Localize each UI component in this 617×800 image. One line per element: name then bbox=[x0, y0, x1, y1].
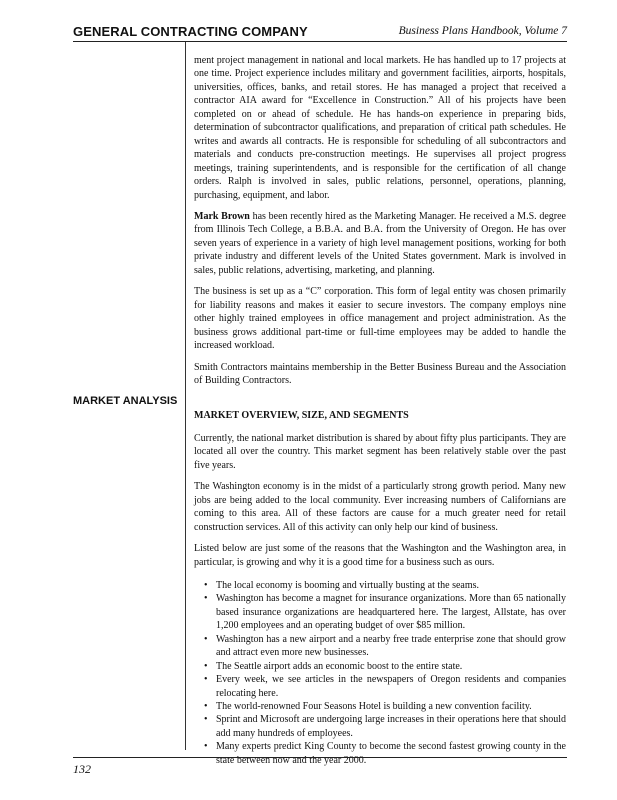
bullet-icon: • bbox=[204, 633, 208, 645]
column-divider bbox=[185, 42, 186, 750]
bullet-icon: • bbox=[204, 714, 208, 726]
paragraph-ralph-experience: ment project management in national and local markets. He has handled up to 17 projects at one time. Project experience includes military and government facilities, airports, hospitals, universities, offices, banks, and retail stores. He has managed a project that received a contractor AIA award for “Excellence in Construction.” All of his projects have been completed on or ahead of schedule. He has hands-on experience in preparing bids, determination of subcontractor qualifications, and preparation of critical path schedules. He writes and awards all contracts. He is responsible for scheduling of all subcontractors and materials and conducts pre-construction meetings. He supervises all project progress meetings, training superintendents, and is responsible for the certification of all change orders. Ralph is involved in sales, public relations, personnel, operations, planning, purchasing, equipment, and labor. bbox=[194, 55, 566, 201]
bullet-icon: • bbox=[204, 579, 208, 591]
paragraph-mark-brown bbox=[194, 210, 566, 277]
paragraph-corporation: The business is set up as a “C” corporation. This form of legal entity was chosen primarily for liability reasons and makes it easier to secure investors. The company employs nine other highly trained employees in office management and project administration. As the business grows additional part-time or full-time employees may be added to handle the increased workload. bbox=[194, 286, 566, 352]
bullet-icon: • bbox=[204, 701, 208, 713]
book-title: Business Plans Handbook, Volume 7 bbox=[398, 25, 567, 37]
bullet-icon: • bbox=[204, 741, 208, 753]
list-item: • The local economy is booming and virtually busting at the seams. bbox=[204, 579, 480, 591]
list-item: • The world-renowned Four Seasons Hotel is building a new convention facility. bbox=[204, 701, 532, 713]
page-number: 132 bbox=[73, 762, 91, 776]
paragraph-membership: Smith Contractors maintains membership in the Better Business Bureau and the Association of Building Contractors. bbox=[194, 361, 566, 386]
paragraph-washington-economy: The Washington economy is in the midst of a particularly strong growth period. Many new jobs are being added to the local community. Ever increasing numbers of Californians are coming to this area. All of these factors are cause for a much greater need for retail construction services. All of this activity can only help our kind of business. bbox=[194, 481, 566, 533]
list-item: • Washington has a new airport and a nearby free trade enterprise zone that should grow and attract even more new businesses. bbox=[204, 633, 566, 659]
bullet-icon: • bbox=[204, 593, 208, 605]
sidebar-heading-market-analysis: MARKET ANALYSIS bbox=[73, 395, 178, 407]
header-rule bbox=[73, 41, 567, 42]
page-header bbox=[73, 24, 567, 42]
list-item: • The Seattle airport adds an economic boost to the entire state. bbox=[204, 660, 463, 672]
section-heading-market-overview: MARKET OVERVIEW, SIZE, AND SEGMENTS bbox=[194, 410, 409, 422]
company-title: GENERAL CONTRACTING COMPANY bbox=[73, 24, 308, 39]
list-item: • Sprint and Microsoft are undergoing large increases in their operations here that should add many hundreds of employees. bbox=[204, 714, 566, 739]
mark-brown-text: has been recently hired as the Marketing Manager. He received a M.S. degree from Illinois Tech College, a B.B.A. and B.A. from the University of Oregon. He has over seven years of experience in a variety of high level management positions, working for both private industry and different levels of the United States government. Mark is involved in sales, public relations, advertising, marketing, and planning. bbox=[194, 210, 566, 276]
name-mark-brown: Mark Brown bbox=[194, 210, 250, 222]
footer-rule bbox=[73, 757, 567, 758]
list-item: • Washington has become a magnet for insurance organizations. More than 65 nationally based insurance organizations are headquartered here. The largest, Allstate, has over 1,200 employees and an operating budget of over $85 million. bbox=[204, 593, 566, 632]
paragraph-market-distribution: Currently, the national market distribution is shared by about fifty plus participants. They are located all over the country. This market segment has been relatively stable over the past five years. bbox=[194, 432, 566, 471]
list-item: • Many experts predict King County to become the second fastest growing county in the state between now and the year 2000. bbox=[204, 741, 566, 766]
bullet-icon: • bbox=[204, 660, 208, 672]
list-item: • Every week, we see articles in the newspapers of Oregon residents and companies relocating here. bbox=[204, 674, 566, 699]
reasons-list bbox=[194, 579, 566, 767]
paragraph-reasons-intro: Listed below are just some of the reasons that the Washington and the Washington area, in particular, is growing and why it is a good time for a business such as ours. bbox=[194, 543, 566, 568]
bullet-icon: • bbox=[204, 674, 208, 686]
body-content bbox=[194, 54, 566, 767]
